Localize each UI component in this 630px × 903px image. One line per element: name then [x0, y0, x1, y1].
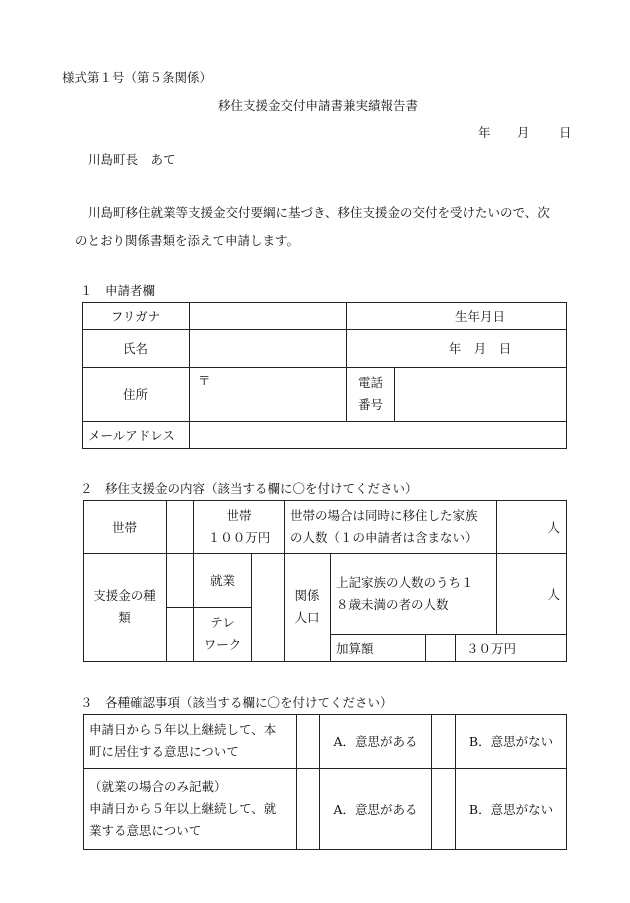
work-label: 就業	[209, 573, 235, 588]
addition-label: 加算額	[336, 640, 374, 656]
household-check-cell[interactable]	[167, 501, 193, 553]
related-pop-label	[284, 553, 330, 661]
related-pop-label-line-1: 関係	[294, 588, 320, 603]
birthdate-label: 生年月日	[454, 308, 505, 324]
address-label: 住所	[122, 387, 148, 402]
person-unit-2: 人	[547, 587, 560, 602]
employment-option-a[interactable]: A．意思がある	[333, 801, 418, 817]
residence-option-b[interactable]: B．意思がない	[468, 734, 554, 749]
work-check-cell[interactable]	[167, 554, 193, 607]
telework-label-line-1: テレ	[210, 615, 235, 630]
intro-line-2: のとおり関係書類を添えて申請します。	[75, 233, 300, 248]
section1-heading: １ 申請者欄	[80, 283, 156, 298]
employment-intent-line-1: 申請日から５年以上継続して、就	[89, 800, 277, 816]
telework-label	[194, 607, 251, 661]
telework-label-line-2: ワーク	[203, 637, 242, 652]
residence-intent-line-2: 町に居住する意思について	[89, 744, 239, 759]
minors-count-input[interactable]	[497, 554, 566, 634]
person-unit-1: 人	[547, 519, 560, 535]
employment-intent-line-2: 業する意思について	[89, 822, 202, 838]
minors-note	[330, 553, 496, 634]
support-type-label-line-1: 支援金の種	[93, 588, 156, 603]
telework-check-cell[interactable]	[167, 608, 193, 661]
residence-option-a-check[interactable]	[297, 715, 319, 768]
date-month-label: 月	[517, 125, 530, 140]
support-type-label-line-2: 類	[118, 610, 131, 625]
household-note-line-1: 世帯の場合は同時に移住した家族	[290, 507, 478, 523]
addition-check-cell[interactable]	[426, 635, 455, 661]
household-option-line-2: １００万円	[207, 529, 271, 545]
related-pop-label-line-2: 人口	[294, 610, 320, 625]
household-note-line-2: の人数（１の申請者は含まない）	[290, 529, 478, 545]
household-option-line-1: 世帯	[226, 507, 252, 523]
phone-label-line-2: 番号	[357, 397, 383, 412]
minors-note-line-1: 上記家族の人数のうち１	[336, 574, 474, 590]
residence-intent-question	[83, 714, 296, 768]
name-label: 氏名	[122, 341, 148, 356]
email-label: メールアドレス	[88, 427, 175, 443]
section2-heading: ２ 移住支援金の内容（該当する欄に〇を付けてください）	[80, 481, 418, 496]
furigana-input[interactable]	[190, 303, 345, 329]
addition-value: ３０万円	[466, 640, 517, 656]
address-input[interactable]	[212, 368, 345, 421]
household-option	[194, 500, 284, 553]
residence-option-a[interactable]: A．意思がある	[333, 734, 418, 749]
residence-option-b-check[interactable]	[432, 715, 455, 768]
document-title: 移住支援金交付申請書兼実績報告書	[218, 98, 419, 113]
minors-note-line-2: ８歳未満の者の人数	[336, 596, 449, 612]
phone-label	[347, 367, 394, 421]
form-number: 様式第１号（第５条関係）	[62, 70, 213, 85]
intro-line-1: 川島町移住就業等支援金交付要綱に基づき、移住支援金の交付を受けたいので、次	[88, 205, 550, 220]
phone-input[interactable]	[395, 368, 566, 421]
support-type-label	[83, 553, 166, 661]
postal-mark: 〒	[198, 373, 211, 388]
name-input[interactable]	[190, 330, 345, 367]
household-label: 世帯	[111, 519, 137, 535]
phone-label-line-1: 電話	[357, 375, 383, 390]
section3-heading: ３ 各種確認事項（該当する欄に〇を付けてください）	[80, 695, 393, 710]
employment-intent-note: （就業の場合のみ記載）	[89, 778, 227, 794]
date-day-label: 日	[559, 125, 572, 140]
employment-intent-question	[83, 768, 296, 849]
related-pop-check-cell[interactable]	[252, 554, 284, 661]
residence-intent-line-1: 申請日から５年以上継続して、本	[89, 722, 277, 737]
addressee: 川島町長 あて	[88, 152, 176, 167]
email-input[interactable]	[190, 422, 566, 448]
furigana-label: フリガナ	[110, 308, 161, 324]
household-note	[284, 500, 496, 553]
employment-option-b-check[interactable]	[432, 769, 455, 849]
date-year-label: 年	[478, 125, 491, 140]
employment-option-a-check[interactable]	[297, 769, 319, 849]
family-count-input[interactable]	[497, 500, 566, 553]
employment-option-b[interactable]: B．意思がない	[468, 801, 554, 817]
birthdate-value[interactable]: 年 月 日	[448, 341, 512, 356]
